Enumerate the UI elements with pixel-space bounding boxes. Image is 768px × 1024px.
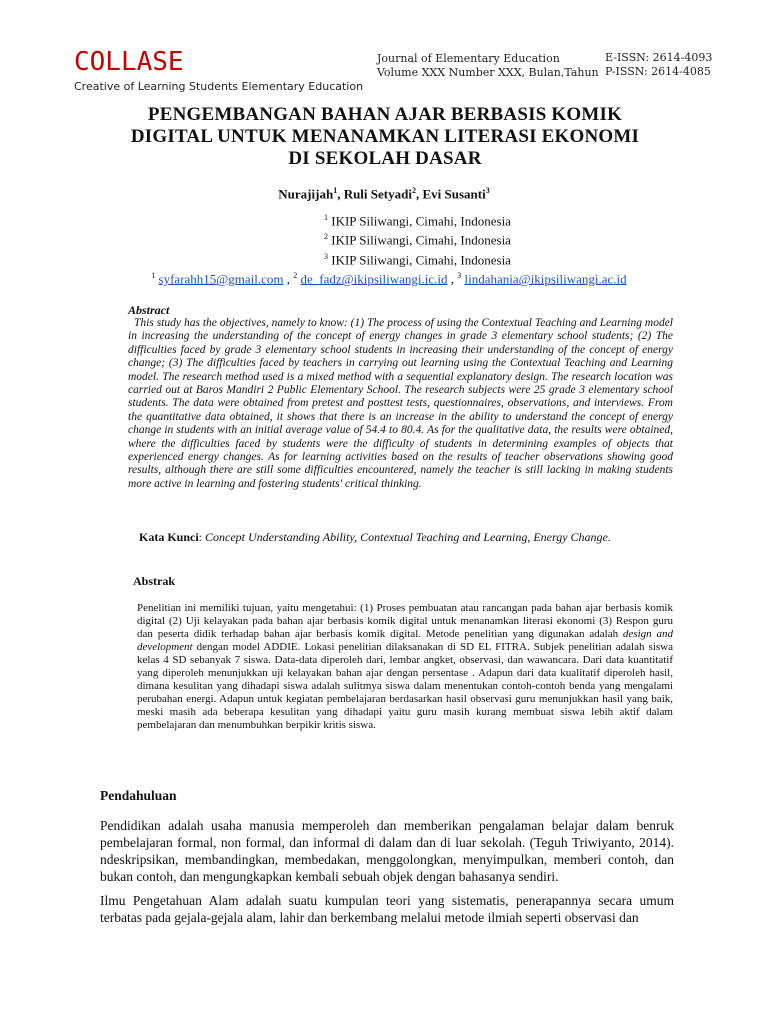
affiliation-item [324,229,511,248]
keywords-text: Concept Understanding Ability, Contextual Teaching and Learning, Energy Change. [205,530,611,544]
pissn: P-ISSN: 2614-4085 [605,65,711,78]
email-list: $^1$ syfarahh15@gmail.com , $^2$ de_fadz@ikipsiliwangi.ic.id , $^3$ lindahania@ikipsiliwangi.ac.id [151,271,627,287]
journal-volume: Volume XXX Number XXX, Bulan,Tahun [377,66,599,79]
affiliation-text: IKIP Siliwangi, Cimahi, Indonesia [331,213,511,229]
title-line: DIGITAL UNTUK MENANAMKAN LITERASI EKONOMI [130,126,640,147]
author-sup: 3 [485,186,490,195]
author-sup: 2 [411,186,416,195]
email-link[interactable]: de_fadz@ikipsiliwangi.ic.id [300,271,448,287]
author-sup: 1 [333,186,338,195]
title-line: PENGEMBANGAN BAHAN AJAR BERBASIS KOMIK [147,104,623,125]
author-list: Nurajijah$^1$, Ruli Setyadi$^2$, Evi Susanti$^3$ [278,186,490,202]
author-name: Evi Susanti [422,186,486,202]
abstrak-body [137,602,673,732]
body-paragraph: Pendidikan adalah usaha manusia memperoleh dan memberikan pengalaman belajar dalam benruk pembelajaran formal, non formal, dan informal di dalam dan di luar sekolah. (Teguh Triwiyanto, 2014). ndeskripsikan, membandingkan, membedakan, menggolongkan, menyimpulkan, memberi contoh, dan bukan contoh, dan mengungkapkan kembali sebuah objek dengan bahasanya sendiri. [100,818,674,884]
author-name: Nurajijah [278,186,334,202]
journal-info [377,52,599,80]
affiliation-sup: 3 [324,251,328,261]
abstract-body: This study has the objectives, namely to know: (1) The process of using the Contextual Teaching and Learning model in increasing the understanding of the concept of energy changes in grade 3 elementary school students; (2) The difficulties faced by grade 3 elementary school students in increasing their understanding of the concept of energy change; (3) The difficulties faced by teachers in carrying out learning using the Contextual Teaching and Learning model. The research method used is a mixed method with a sequential explanatory design. The research location was carried out at Baros Mandiri 2 Public Elementary School. The research subjects were 25 grade 3 elementary school students. The data were obtained from pretest and posttest tests, questionnaires, observations, and interviews. From the quantitative data obtained, it shows that there is an increase in the ability to understand the concept of energy change in students with an initial average value of 54.4 to 80.4. As for the qualitative data, the results were obtained, where the difficulties faced by students were the difficulty of students in determining examples of objects that experienced energy changes. As for learning activities based on the results of teacher observations showing good results, although there are still some difficulties encountered, namely the teacher is still lacking in making students more active in learning and fostering students' critical thinking. [128,317,673,490]
affiliation-list [324,210,511,268]
affiliation-text: IKIP Siliwangi, Cimahi, Indonesia [331,232,511,248]
paper-title [90,104,680,170]
eissn: E-ISSN: 2614-4093 [605,51,713,64]
section-heading: Pendahuluan [100,788,177,803]
email-sup: 3 [457,271,462,280]
journal-tagline: Creative of Learning Students Elementary Education [74,80,364,93]
title-line: DI SEKOLAH DASAR [288,148,482,169]
issn-block [605,51,712,79]
email-sup: 2 [293,271,298,280]
journal-brand-logo: COLLASE [74,47,184,77]
affiliation-item [324,210,511,229]
abstract-heading: Abstract [128,303,170,317]
affiliation-item [324,249,511,268]
abstrak-text: Penelitian ini memiliki tujuan, yaitu mengetahui: (1) Proses pembuatan atau rancangan pada bahan ajar berbasis komik digital (2) Uji kelayakan pada bahan ajar berbasis komik digital untuk menanamkan literasi ekonomi (3) Respon guru dan peserta didik terhadap bahan ajar berbasis komik digital. Metode penelitian yang digunakan adalah [137,602,673,640]
author-name: Ruli Setyadi [343,186,412,202]
journal-name: Journal of Elementary Education [377,52,560,65]
affiliation-text: IKIP Siliwangi, Cimahi, Indonesia [331,251,511,267]
abstrak-italic: design and development [137,628,673,653]
abstrak-heading: Abstrak [133,574,176,588]
affiliation-sup: 2 [324,232,328,242]
affiliation-sup: 1 [324,213,328,222]
email-sup: 1 [151,271,156,280]
keywords-label: Kata Kunci [139,530,199,544]
abstrak-text: dengan model ADDIE. Lokasi penelitian dilaksanakan di SD EL FITRA. Subjek penelitian adalah siswa kelas 4 SD sebanyak 7 siswa. Data-data diperoleh dari, lembar angket, observasi, dan wawancara. Dari data kuantitatif yang diperoleh menunjukkan uji kelayakan bahan ajar dengan persentase . Adapun dari data kualitatif diperoleh hasil, dimana kesulitan yang dihadapi siswa adalah sulitmya siswa dalam menentukan contoh-contoh benda yang mengalami perubahan energi. Adapun untuk kegiatan pembelajaran berdasarkan hasil observasi guru menunjukkan hasil yang baik, meski masih ada beberapa kesulitan yang dihadapi yaitu guru masih kurang membuat siswa lebih aktif dalam pembelajaran dan menumbuhkan berpikir kritis siswa. [137,641,673,731]
keywords: Kata Kunci: Concept Understanding Ability, Contextual Teaching and Learning, Energy Change. [139,530,611,544]
email-link[interactable]: lindahania@ikipsiliwangi.ac.id [464,271,627,287]
email-link[interactable]: syfarahh15@gmail.com [158,271,284,287]
body-paragraph: Ilmu Pengetahuan Alam adalah suatu kumpulan teori yang sistematis, penerapannya secara umum terbatas pada gejala-gejala alam, lahir dan berkembang melalui metode ilmiah seperti observasi dan [100,893,674,925]
